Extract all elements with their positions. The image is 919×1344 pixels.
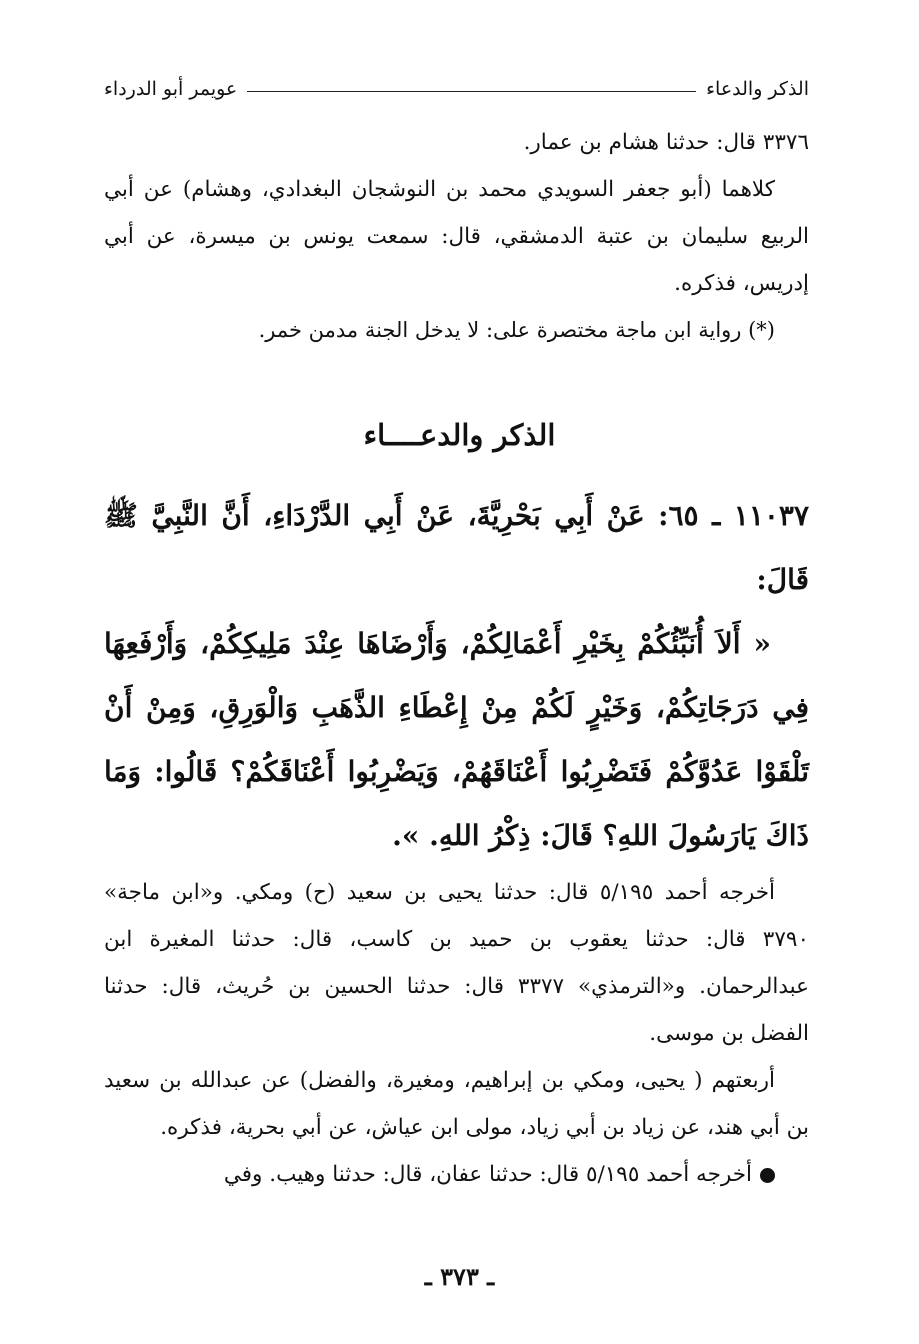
header-section-title: الذكر والدعاء [706, 78, 809, 100]
running-header [104, 78, 809, 100]
source-paragraph-bullet [104, 1151, 809, 1198]
bullet-icon [760, 1168, 775, 1183]
page-number: ـ ٣٧٣ ـ [424, 1262, 495, 1291]
hadith-text: « أَلاَ أُنَبِّئُكُمْ بِخَيْرِ أَعْمَالِكُمْ، وَأَرْضَاهَا عِنْدَ مَلِيكِكُمْ، وَأَرْفَعِهَا فِي دَرَجَاتِكُمْ، وَخَيْرٍ لَكُمْ مِنْ إِعْطَاءِ الذَّهَبِ وَالْوَرِقِ، وَمِنْ أَنْ تَلْقَوْا عَدُوَّكُمْ فَتَضْرِبُوا أَعْنَاقَهُمْ، وَيَضْرِبُوا أَعْنَاقَكُمْ؟ قَالُوا: وَمَا ذَاكَ يَارَسُولَ اللهِ؟ قَالَ: ذِكْرُ اللهِ. ». [104, 627, 809, 852]
narration-paragraph: كلاهما (أبو جعفر السويدي محمد بن النوشجان البغدادي، وهشام) عن أبي الربيع سليمان بن عتبة الدمشقي، قال: سمعت يونس بن ميسرة، عن أبي إدريس، فذكره. [104, 177, 809, 296]
narration-line: ٣٣٧٦ قال: حدثنا هشام بن عمار. [523, 130, 809, 155]
source-paragraph: أخرجه أحمد ٥/١٩٥ قال: حدثنا يحيى بن سعيد (ح) ومكي. و«ابن ماجة» ٣٧٩٠ قال: حدثنا يعقوب بن حميد بن كاسب، قال: حدثنا المغيرة ابن عبدالرحمان. و«الترمذي» ٣٣٧٧ قال: حدثنا الحسين بن حُريث، قال: حدثنا الفضل بن موسى. [104, 880, 809, 1046]
header-rule [247, 91, 696, 92]
hadith-intro: ١١٠٣٧ ـ ٦٥: عَنْ أَبِي بَحْرِيَّةَ، عَنْ أَبِي الدَّرْدَاءِ، أَنَّ النَّبِيَّ ﷺ قَالَ: [104, 499, 809, 596]
header-author: عويمر أبو الدرداء [104, 78, 238, 100]
sources-block [104, 869, 809, 1198]
footnote: (*) رواية ابن ماجة مختصرة على: لا يدخل الجنة مدمن خمر. [258, 318, 775, 342]
source-paragraph: أربعتهم ( يحيى، ومكي بن إبراهيم، ومغيرة، والفضل) عن عبدالله بن سعيد بن أبي هند، عن زياد بن أبي زياد، مولى ابن عياش، عن أبي بحرية، فذكره. [104, 1068, 809, 1140]
source-text: أخرجه أحمد ٥/١٩٥ قال: حدثنا عفان، قال: حدثنا وهيب. وفي [223, 1162, 752, 1187]
hadith-block [104, 484, 809, 868]
top-text [104, 119, 809, 354]
section-heading: الذكر والدعــــاء [363, 418, 556, 452]
